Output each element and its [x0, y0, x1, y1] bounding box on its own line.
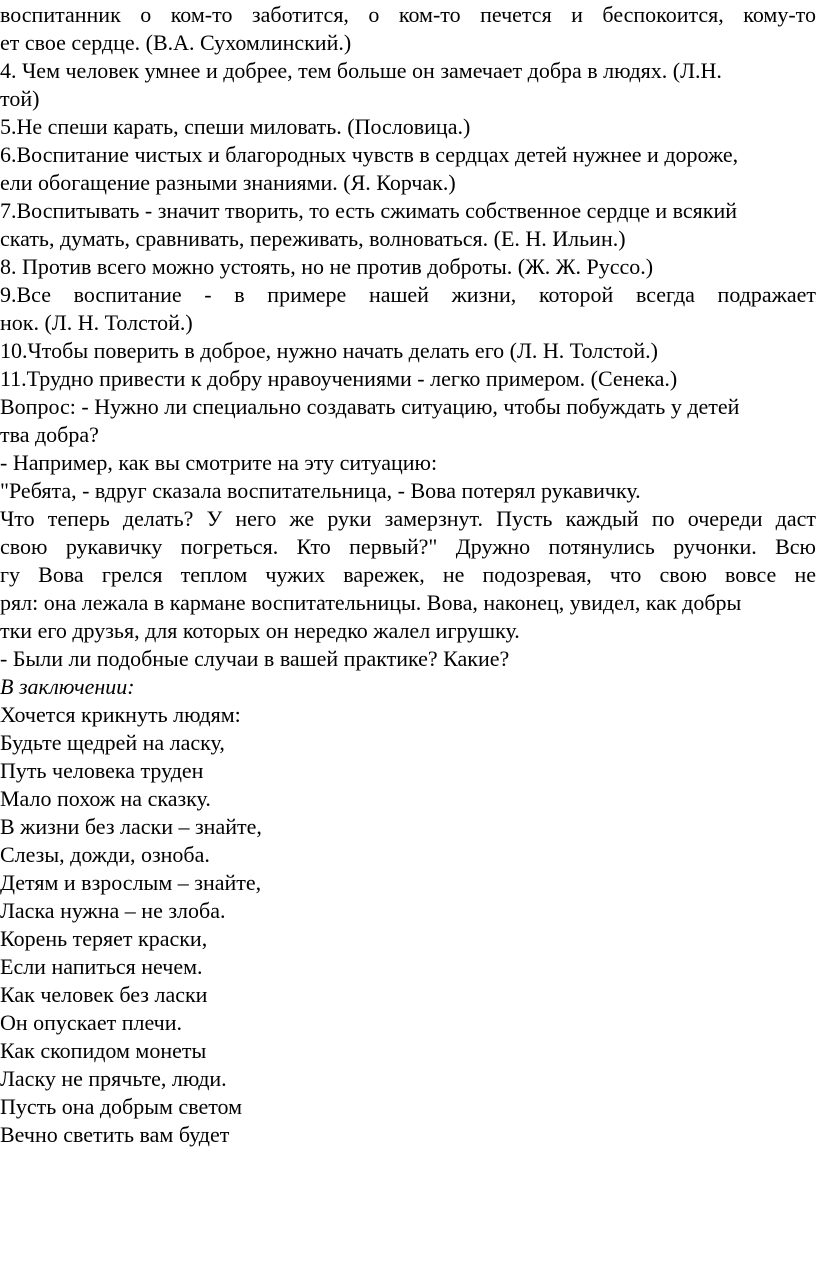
poem-line: Корень теряет краски,: [0, 926, 208, 951]
text-line: тва добра?: [0, 422, 99, 447]
poem-line: Вечно светить вам будет: [0, 1122, 230, 1147]
text-line: 11.Трудно привести к добру нравоучениями - легко примером. (Сенека.): [0, 366, 678, 391]
text-line: 7.Воспитывать - значит творить, то есть сжимать собственное сердце и всякий: [0, 198, 737, 223]
poem-line: Ласка нужна – не злоба.: [0, 898, 226, 923]
text-line: свою рукавичку погреться. Кто первый?" Дружно потянулись ручонки. Всю: [0, 534, 816, 559]
poem-line: Будьте щедрей на ласку,: [0, 730, 225, 755]
text-line: - Были ли подобные случаи в вашей практике? Какие?: [0, 646, 510, 671]
text-line: ели обогащение разными знаниями. (Я. Корчак.): [0, 170, 456, 195]
poem-line: Если напиться нечем.: [0, 954, 203, 979]
text-line: 8. Против всего можно устоять, но не против доброты. (Ж. Ж. Руссо.): [0, 254, 654, 279]
text-line: - Например, как вы смотрите на эту ситуацию:: [0, 450, 438, 475]
text-line: Вопрос: - Нужно ли специально создавать ситуацию, чтобы побуждать у детей: [0, 394, 740, 419]
text-line: воспитанник о ком-то заботится, о ком-то печется и беспокоится, кому-то: [0, 2, 816, 27]
text-line: 6.Воспитание чистых и благородных чувств в сердцах детей нужнее и дороже,: [0, 142, 739, 167]
poem-line: Как человек без ласки: [0, 982, 208, 1007]
poem-line: Мало похож на сказку.: [0, 786, 211, 811]
poem-line: Хочется крикнуть людям:: [0, 702, 241, 727]
poem-line: Он опускает плечи.: [0, 1010, 183, 1035]
text-line: гу Вова грелся теплом чужих варежек, не подозревая, что свою вовсе не: [0, 562, 816, 587]
poem-line: В жизни без ласки – знайте,: [0, 814, 262, 839]
text-line: "Ребята, - вдруг сказала воспитательница, - Вова потерял рукавичку.: [0, 478, 641, 503]
poem-line: Слезы, дожди, озноба.: [0, 842, 210, 867]
poem-line: Как скопидом монеты: [0, 1038, 207, 1063]
text-line: тки его друзья, для которых он нередко жалел игрушку.: [0, 618, 520, 643]
text-line: ет свое сердце. (В.А. Сухомлинский.): [0, 30, 352, 55]
text-line: 9.Все воспитание - в примере нашей жизни, которой всегда подражает: [0, 282, 816, 307]
poem-line: Пусть она добрым светом: [0, 1094, 243, 1119]
text-line: скать, думать, сравнивать, переживать, волноваться. (Е. Н. Ильин.): [0, 226, 626, 251]
text-line: рял: она лежала в кармане воспитательницы. Вова, наконец, увидел, как добры: [0, 590, 742, 615]
poem-line: Ласку не прячьте, люди.: [0, 1066, 227, 1091]
text-line: той): [0, 86, 40, 111]
text-line: 4. Чем человек умнее и добрее, тем больше он замечает добра в людях. (Л.Н.: [0, 58, 722, 83]
text-line: нок. (Л. Н. Толстой.): [0, 310, 193, 335]
conclusion-heading: В заключении:: [0, 674, 135, 699]
text-line: 5.Не спеши карать, спеши миловать. (Пословица.): [0, 114, 471, 139]
poem-line: Детям и взрослым – знайте,: [0, 870, 262, 895]
poem-line: Путь человека труден: [0, 758, 204, 783]
text-line: Что теперь делать? У него же руки замерзнут. Пусть каждый по очереди даст: [0, 506, 816, 531]
text-line: 10.Чтобы поверить в доброе, нужно начать делать его (Л. Н. Толстой.): [0, 338, 658, 363]
